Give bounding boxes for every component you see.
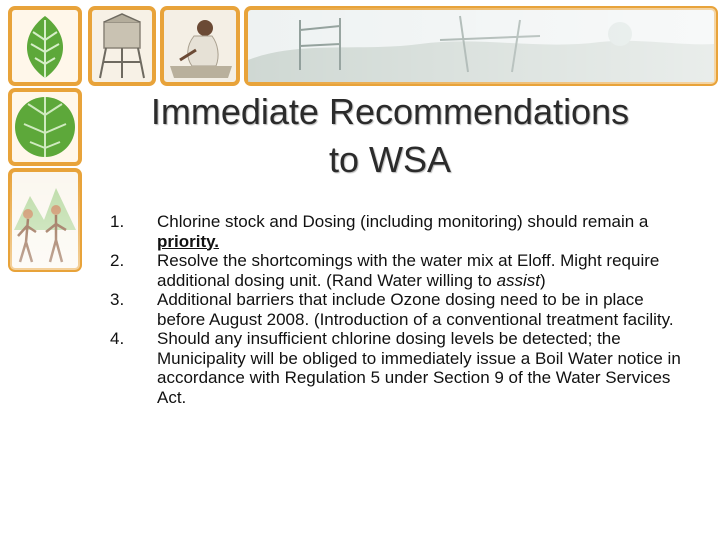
item-text-part: ): [540, 270, 546, 290]
recommendation-list: [106, 212, 691, 407]
item-number: 3.: [110, 290, 125, 309]
worker-icon: [162, 8, 238, 84]
list-item: [106, 329, 691, 407]
water-tower-icon: [90, 8, 154, 84]
people-icon: [10, 170, 80, 270]
item-text-part: Chlorine stock and Dosing (including monitoring) should remain a: [157, 212, 649, 231]
item-text: [157, 251, 691, 290]
slide-title: [110, 88, 670, 184]
list-item: [106, 251, 691, 290]
item-text-part: Resolve the shortcomings with the water mix at Eloff. Might require additional dosing unit. (Rand Water willing to: [157, 251, 660, 290]
item-text: Should any insufficient chlorine dosing levels be detected; the Municipality will be obliged to immediately issue a Boil Water notice in accordance with Regulation 5 under Section 9 of the Water Services Act.: [157, 329, 681, 407]
landscape-icon: [246, 8, 716, 84]
leaf-sphere-icon: [10, 90, 80, 164]
leaf-icon: [10, 8, 80, 84]
assist-emphasis: assist: [496, 270, 541, 290]
item-number: 4.: [110, 329, 125, 348]
item-text: Additional barriers that include Ozone dosing need to be in place before August 2008. (Introduction of a conventional treatment facility.: [157, 290, 674, 329]
item-text: [157, 212, 691, 251]
title-line-2: to WSA: [328, 139, 452, 180]
list-item: [106, 212, 691, 251]
list-item: [106, 290, 691, 329]
item-number: 2.: [110, 251, 125, 270]
priority-emphasis: priority.: [157, 231, 220, 251]
item-number: 1.: [110, 212, 125, 231]
title-line-1: Immediate Recommendations: [150, 91, 630, 132]
